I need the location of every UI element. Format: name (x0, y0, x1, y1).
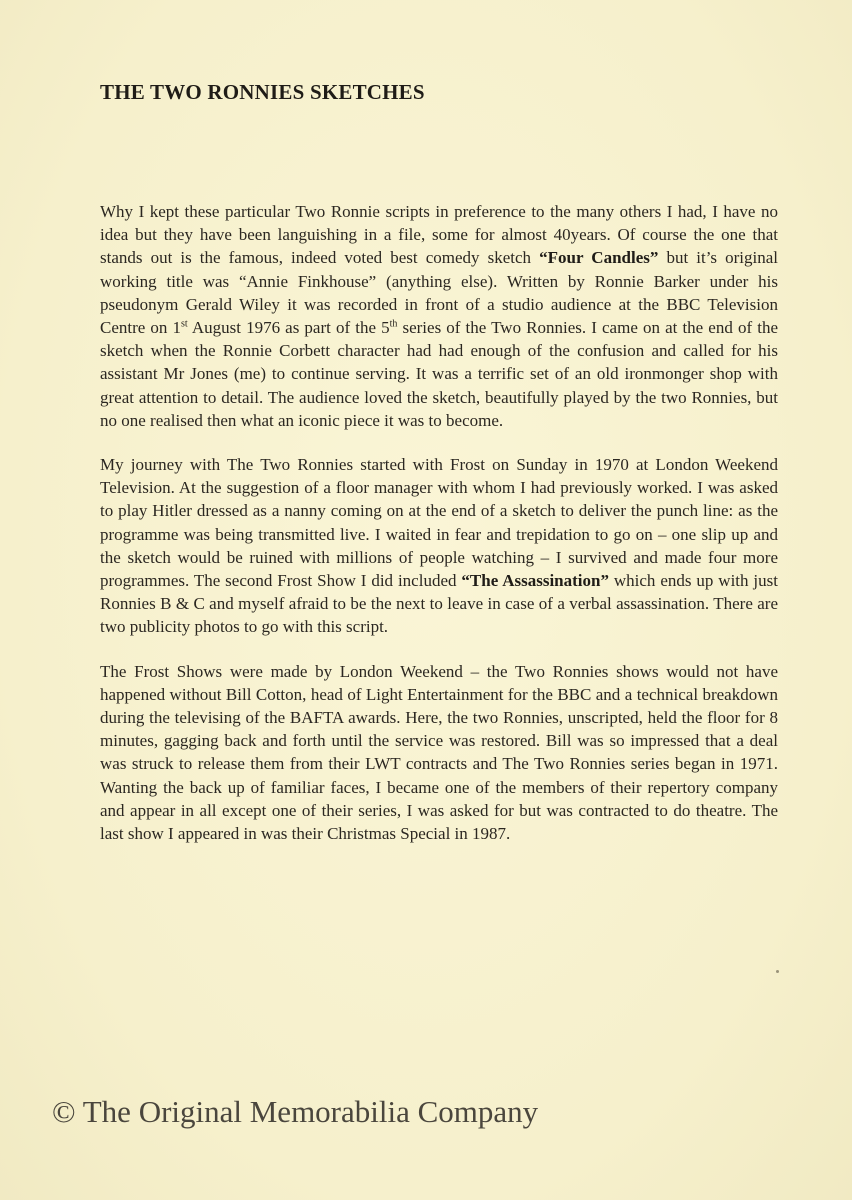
paragraph-frost-shows: The Frost Shows were made by London Weekend – the Two Ronnies shows would not have happened without Bill Cotton, head of Light Entertainment for the BBC and a technical breakdown during the televising of the BAFTA awards. Here, the two Ronnies, unscripted, held the floor for 8 minutes, gagging back and forth until the service was restored. Bill was so impressed that a deal was struck to release them from their LWT contracts and The Two Ronnies series began in 1971. Wanting the back up of familiar faces, I became one of the members of their repertory company and appear in all except one of their series, I was asked for but was contracted to do theatre. The last show I appeared in was their Christmas Special in 1987. (100, 661, 778, 844)
paragraph-text: series of the Two Ronnies. I came on at the end of the sketch when the Ronnie Corbett character had had enough of the confusion and called for his assistant Mr Jones (me) to continue serving. It was a terrific set of an old ironmonger shop with great attention to detail. The audience loved the sketch, beautifully played by the two Ronnies, but no one realised then what an iconic piece it was to become. (100, 318, 778, 430)
scan-speck (776, 970, 779, 973)
copyright-watermark: © The Original Memorabilia Company (52, 1094, 539, 1129)
paragraph-text: which ends up with just Ronnies B & C and myself afraid to be the next to leave in case of a verbal assassination. There are two publicity photos to go with this script. (100, 571, 778, 637)
document-title: THE TWO RONNIES SKETCHES (100, 80, 425, 104)
paragraph-text: but it’s original working title was “Annie Finkhouse” (anything else). Written by Ronnie Barker under his pseudonym Gerald Wiley it was recorded in front of a studio audience at the BBC Television Centre on 1 (100, 248, 778, 338)
sketch-title-assassination: “The Assassination” (461, 571, 609, 591)
paragraph-text: Why I kept these particular Two Ronnie scripts in preference to the many others I had, I have no idea but they have been languishing in a file, some for almost 40years. Of course the one that stands out is the famous, indeed voted best comedy sketch (100, 202, 778, 268)
ordinal-suffix: st (181, 318, 188, 330)
paragraph-frost-on-sunday (100, 453, 778, 639)
document-body (100, 200, 778, 866)
paragraph-four-candles (100, 200, 778, 432)
ordinal-suffix: th (389, 318, 398, 330)
paragraph-text: August 1976 as part of the 5 (187, 318, 390, 338)
sketch-title-four-candles: “Four Candles” (539, 248, 659, 268)
paragraph-text: My journey with The Two Ronnies started with Frost on Sunday in 1970 at London Weekend Television. At the suggestion of a floor manager with whom I had previously worked. I was asked to play Hitler dressed as a nanny coming on at the end of a sketch to deliver the punch line: as the programme was being transmitted live. I waited in fear and trepidation to go on – one slip up and the sketch would be ruined with millions of people watching – I survived and made four more programmes. The second Frost Show I did included (100, 455, 778, 591)
